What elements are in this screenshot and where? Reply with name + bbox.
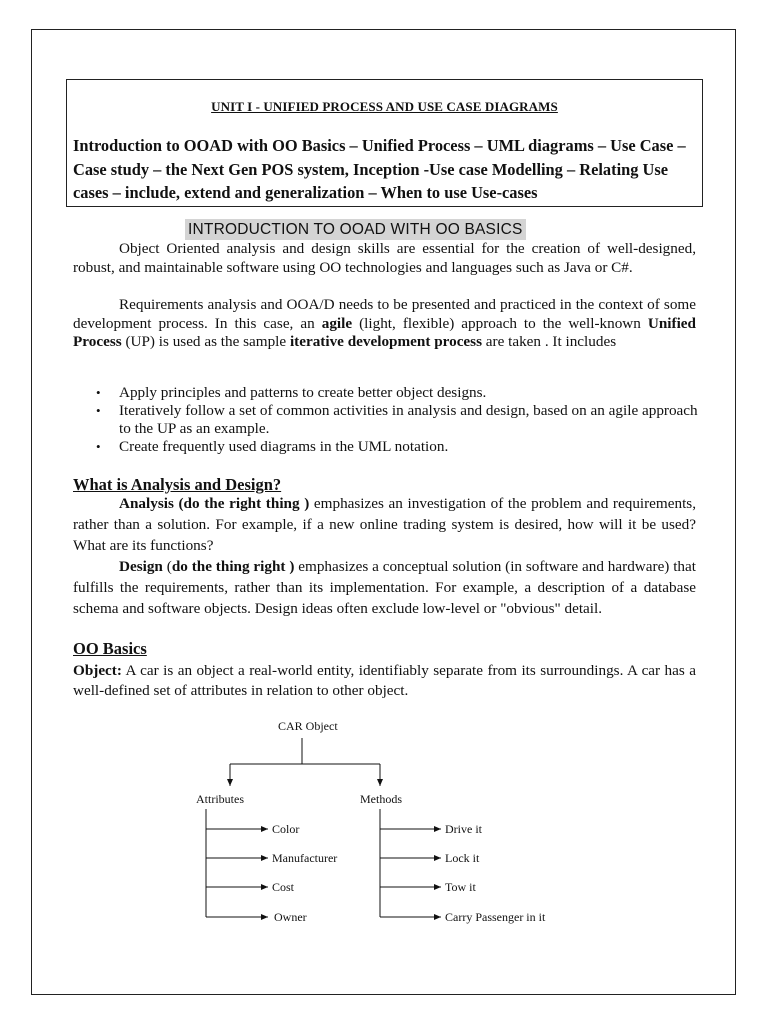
method-tow: Tow it [445,880,476,894]
design-text: emphasizes a conceptual solution (in software and hardware) that fulfills the requirements, rather than its implementation. For example, a description of a database schema and software objects. Design ideas often exclude low-level or "obvious" detail. [73,558,696,617]
attribute-color: Color [272,822,300,836]
method-lock: Lock it [445,851,480,865]
method-carry-passenger: Carry Passenger in it [445,910,546,924]
analysis-design-heading: What is Analysis and Design? [73,475,282,494]
attribute-owner: Owner [274,910,307,924]
analysis-label: Analysis (do the right thing ) [119,495,310,512]
object-label: Object: [73,662,122,679]
attribute-manufacturer: Manufacturer [272,851,338,865]
methods-label: Methods [360,792,402,806]
bullet-list [73,384,698,456]
method-drive: Drive it [445,822,482,836]
object-text: A car is an object a real-world entity, identifiably separate from its surroundings. A car has a well-defined set of attributes in relation to other object. [73,662,696,699]
intro-p2-text-b: (light, flexible) approach to the well-known [352,314,648,332]
attribute-cost: Cost [272,880,295,894]
unit-topics: Introduction to OOAD with OO Basics – Unified Process – UML diagrams – Use Case –Case study – the Next Gen POS system, Inception -Use case Modelling – Relating Use cases – include, extend and generalization – When to use Use-cases [73,136,686,202]
design-label-2: do the thing right ) [171,558,295,575]
design-paren: ( [162,558,172,575]
bullet-item: • Create frequently used diagrams in the UML notation. [73,438,698,456]
object-paragraph [73,661,696,701]
intro-paragraph-2 [73,296,696,352]
unit-header-box [66,79,703,207]
unit-title: UNIT I - UNIFIED PROCESS AND USE CASE DIAGRAMS [211,99,558,114]
intro-p2-text-c: (UP) is used as the sample [121,333,290,351]
bullet-item: • Iteratively follow a set of common activities in analysis and design, based on an agile approach to the UP as an example. [73,402,698,438]
bullet-item: • Apply principles and patterns to create better object designs. [73,384,698,402]
analysis-text: emphasizes an investigation of the problem and requirements, rather than a solution. For example, if a new online trading system is desired, how will it be used? What are its functions? [73,495,697,554]
intro-paragraph-1: Object Oriented analysis and design skills are essential for the creation of well-designed, robust, and maintainable software using OO technologies and languages such as Java or C#. [73,240,696,276]
car-object-diagram [190,712,590,937]
analysis-paragraph [73,493,696,556]
intro-p2-text-d: are taken . It includes [482,333,617,351]
unified-process-term: Unified Process [73,314,696,351]
intro-p2-text-a: Requirements analysis and OOA/D needs to be presented and practiced in the context of some development process. In this case, an [73,296,696,332]
design-paragraph [73,556,696,619]
section-heading: INTRODUCTION TO OOAD WITH OO BASICS [185,219,526,240]
diagram-root-label: CAR Object [278,719,338,733]
attributes-label: Attributes [196,792,244,806]
design-label: Design [119,558,163,575]
agile-term: agile [321,314,353,332]
oo-basics-heading: OO Basics [73,639,147,658]
iterative-process-term: iterative development process [289,333,482,351]
